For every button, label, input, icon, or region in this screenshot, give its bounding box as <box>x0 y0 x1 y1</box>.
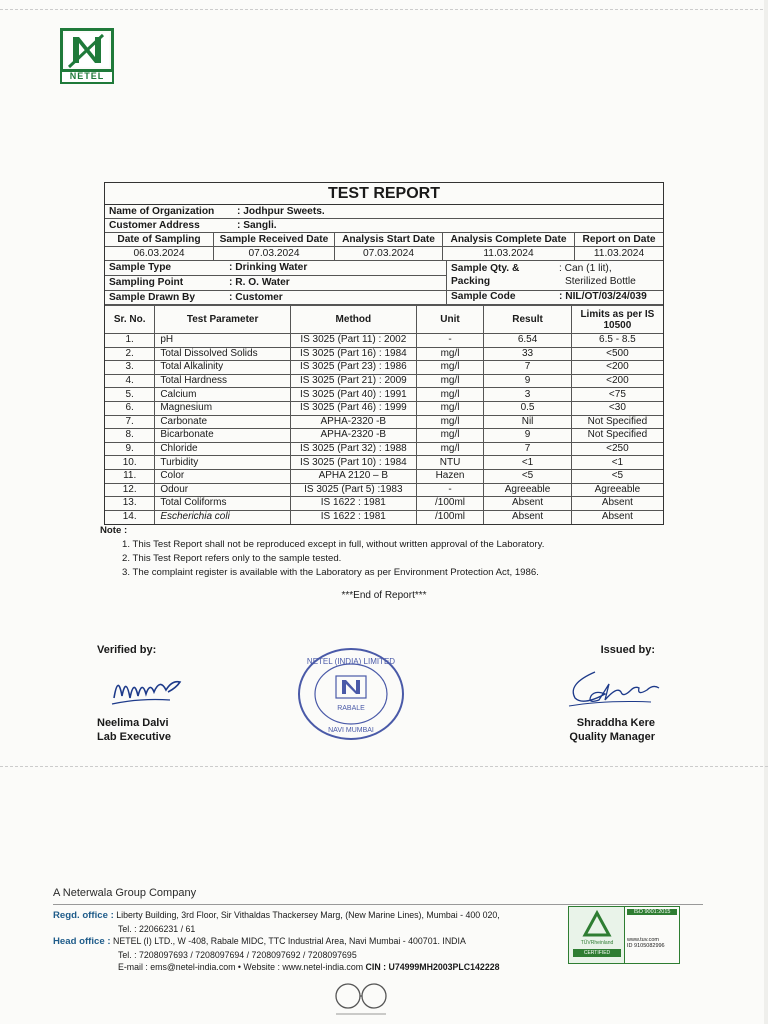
result-cell: Nil <box>484 415 572 429</box>
unit-cell: /100ml <box>416 510 484 524</box>
org-value: : Jodhpur Sweets. <box>237 206 325 217</box>
parameter-cell: Bicarbonate <box>155 429 291 443</box>
n-icon <box>63 31 111 69</box>
certified-tag: CERTIFIED <box>573 949 621 957</box>
test-report <box>104 182 664 525</box>
end-of-report: ***End of Report*** <box>341 590 427 601</box>
issuer-role: Quality Manager <box>569 731 655 743</box>
address-label: Customer Address <box>109 220 200 231</box>
result-cell: <1 <box>484 456 572 470</box>
unit-cell: NTU <box>416 456 484 470</box>
swachh-bharat-logo <box>316 980 406 1020</box>
col-header: Unit <box>416 306 484 334</box>
tuv-logo <box>569 907 625 963</box>
table-body <box>105 334 663 524</box>
date-header: Analysis Start Date <box>335 233 443 246</box>
sr-cell: 2. <box>105 347 155 361</box>
qty-row <box>447 261 663 291</box>
code-label: Sample Code <box>451 291 516 302</box>
drawn-by-label: Sample Drawn By <box>109 292 196 303</box>
method-cell: IS 3025 (Part 16) : 1984 <box>290 347 416 361</box>
regd-label: Regd. office : <box>53 910 114 921</box>
cert-id: ID 9105082996 <box>627 943 665 949</box>
limit-cell: <30 <box>571 401 663 415</box>
verifier-role: Lab Executive <box>97 731 171 743</box>
sr-cell: 3. <box>105 361 155 375</box>
unit-cell: mg/l <box>416 388 484 402</box>
sr-cell: 14. <box>105 510 155 524</box>
limit-cell: <250 <box>571 442 663 456</box>
result-cell: Agreeable <box>484 483 572 497</box>
sr-cell: 5. <box>105 388 155 402</box>
parameter-cell: Escherichia coli <box>155 510 291 524</box>
result-cell: 7 <box>484 442 572 456</box>
parameter-cell: Odour <box>155 483 291 497</box>
result-cell: 9 <box>484 429 572 443</box>
head-tel: Tel. : 7208097693 / 7208097694 / 7208097692 / 7208097695 <box>118 949 357 960</box>
table-row <box>105 401 663 415</box>
sr-cell: 9. <box>105 442 155 456</box>
unit-cell: mg/l <box>416 401 484 415</box>
date-header: Analysis Complete Date <box>443 233 575 246</box>
qty-value-line: : Can (1 lit), <box>559 263 612 274</box>
table-row <box>105 483 663 497</box>
verifier-signature <box>110 668 190 710</box>
method-cell: IS 3025 (Part 23) : 1986 <box>290 361 416 375</box>
cert-details <box>625 907 679 963</box>
head-address: NETEL (I) LTD., W -408, Rabale MIDC, TTC Industrial Area, Navi Mumbai - 400701. INDIA <box>113 936 466 947</box>
sr-cell: 11. <box>105 469 155 483</box>
method-cell: APHA-2320 -B <box>290 415 416 429</box>
address-value: : Sangli. <box>237 220 277 231</box>
method-cell: IS 1622 : 1981 <box>290 497 416 511</box>
parameter-table <box>105 305 663 524</box>
cert-url: www.tuv.com <box>627 937 659 943</box>
head-label: Head office : <box>53 936 111 948</box>
note-item: 3. The complaint register is available with the Laboratory as per Environment Protection Act, 1986. <box>122 567 539 578</box>
org-row <box>105 205 663 219</box>
limit-cell: Absent <box>571 510 663 524</box>
method-cell: IS 3025 (Part 32) : 1988 <box>290 442 416 456</box>
code-value: : NIL/OT/03/24/039 <box>559 291 647 302</box>
table-row <box>105 469 663 483</box>
issuer-name: Shraddha Kere <box>576 717 655 729</box>
date-header: Report on Date <box>582 234 656 245</box>
sample-info-right <box>447 261 663 304</box>
sample-type-label: Sample Type <box>109 262 172 273</box>
limit-cell: Not Specified <box>571 415 663 429</box>
issuer-signature <box>565 666 665 710</box>
sr-cell: 1. <box>105 334 155 348</box>
date-value: 11.03.2024 <box>443 247 575 260</box>
regd-tel: Tel. : 22066231 / 61 <box>118 923 196 934</box>
unit-cell: mg/l <box>416 361 484 375</box>
unit-cell: - <box>416 483 484 497</box>
unit-cell: /100ml <box>416 497 484 511</box>
limit-cell: Absent <box>571 497 663 511</box>
report-title: TEST REPORT <box>105 183 663 205</box>
table-row <box>105 415 663 429</box>
limit-cell: Agreeable <box>571 483 663 497</box>
date-header: Date of Sampling <box>105 233 214 246</box>
drawn-by-value: : Customer <box>229 292 283 303</box>
qty-label-line: Packing <box>451 276 491 287</box>
result-cell: 0.5 <box>484 401 572 415</box>
sampling-point-label: Sampling Point <box>109 277 184 288</box>
code-row <box>447 291 663 304</box>
parameter-cell: Total Alkalinity <box>155 361 291 375</box>
result-cell: Absent <box>484 510 572 524</box>
table-header-row <box>105 306 663 334</box>
table-row <box>105 456 663 470</box>
verified-label: Verified by: <box>97 644 157 656</box>
stamp-top-text: NETEL (INDIA) LIMITED <box>306 657 396 666</box>
netel-logo-mark <box>60 28 114 72</box>
parameter-cell: Total Dissolved Solids <box>155 347 291 361</box>
method-cell: IS 3025 (Part 40) : 1991 <box>290 388 416 402</box>
regd-address: Liberty Building, 3rd Floor, Sir Vithaldas Thackersey Marg, (New Marine Lines), Mumbai - 400 020, <box>116 910 500 920</box>
sr-cell: 8. <box>105 429 155 443</box>
table-row <box>105 347 663 361</box>
method-cell: IS 3025 (Part 11) : 2002 <box>290 334 416 348</box>
table-row <box>105 361 663 375</box>
table-row <box>105 374 663 388</box>
result-cell: 3 <box>484 388 572 402</box>
issued-label: Issued by: <box>600 644 655 656</box>
table-row <box>105 442 663 456</box>
parameter-cell: Magnesium <box>155 401 291 415</box>
verifier-name: Neelima Dalvi <box>97 717 169 729</box>
parameter-cell: Carbonate <box>155 415 291 429</box>
unit-cell: mg/l <box>416 415 484 429</box>
date-header: Sample Received Date <box>214 233 335 246</box>
method-cell: APHA 2120 – B <box>290 469 416 483</box>
limit-cell: <5 <box>571 469 663 483</box>
netel-logo <box>60 28 114 84</box>
sample-type-row <box>105 261 446 276</box>
unit-cell: mg/l <box>416 347 484 361</box>
table-row <box>105 497 663 511</box>
tuv-text: TÜVRheinland <box>580 940 614 946</box>
parameter-cell: Total Hardness <box>155 374 291 388</box>
page-edge <box>764 0 768 1024</box>
notes-heading: Note : <box>100 525 128 536</box>
col-header: Sr. No. <box>105 306 155 334</box>
date-value: 07.03.2024 <box>335 247 443 260</box>
notes <box>100 524 544 580</box>
unit-cell: mg/l <box>416 374 484 388</box>
sampling-point-value: : R. O. Water <box>229 277 290 288</box>
col-header: Method <box>290 306 416 334</box>
unit-cell: Hazen <box>416 469 484 483</box>
result-cell: 6.54 <box>484 334 572 348</box>
parameter-cell: pH <box>155 334 291 348</box>
qty-label <box>447 262 555 290</box>
date-value: 07.03.2024 <box>214 247 335 260</box>
logo-text: NETEL <box>60 72 114 84</box>
date-value: 11.03.2024 <box>593 248 645 259</box>
date-value: 06.03.2024 <box>105 247 214 260</box>
qty-label-line: Sample Qty. & <box>451 263 520 274</box>
unit-cell: - <box>416 334 484 348</box>
cin: CIN : U74999MH2003PLC142228 <box>365 962 500 973</box>
table-row <box>105 388 663 402</box>
method-cell: IS 1622 : 1981 <box>290 510 416 524</box>
unit-cell: mg/l <box>416 429 484 443</box>
unit-cell: mg/l <box>416 442 484 456</box>
limit-cell: Not Specified <box>571 429 663 443</box>
iso-label: ISO 9001:2015 <box>627 909 677 915</box>
result-cell: 9 <box>484 374 572 388</box>
method-cell: IS 3025 (Part 21) : 2009 <box>290 374 416 388</box>
result-cell: <5 <box>484 469 572 483</box>
limit-cell: <200 <box>571 361 663 375</box>
limit-cell: <75 <box>571 388 663 402</box>
parameter-cell: Calcium <box>155 388 291 402</box>
sr-cell: 6. <box>105 401 155 415</box>
method-cell: IS 3025 (Part 46) : 1999 <box>290 401 416 415</box>
table-row <box>105 429 663 443</box>
sr-cell: 7. <box>105 415 155 429</box>
result-cell: 33 <box>484 347 572 361</box>
dates-value-row <box>105 247 663 261</box>
sr-cell: 4. <box>105 374 155 388</box>
table-row <box>105 334 663 348</box>
parameter-cell: Color <box>155 469 291 483</box>
method-cell: IS 3025 (Part 10) : 1984 <box>290 456 416 470</box>
company-stamp <box>296 646 406 742</box>
sr-cell: 10. <box>105 456 155 470</box>
stamp-bottom-text: NAVI MUMBAI <box>328 727 374 734</box>
method-cell: APHA-2320 -B <box>290 429 416 443</box>
limit-cell: <500 <box>571 347 663 361</box>
col-header: Test Parameter <box>155 306 291 334</box>
dates-header-row <box>105 233 663 247</box>
group-company: A Neterwala Group Company <box>53 887 197 899</box>
result-cell: 7 <box>484 361 572 375</box>
limit-cell: 6.5 - 8.5 <box>571 334 663 348</box>
note-item: 1. This Test Report shall not be reproduced except in full, without written approval of the Laboratory. <box>122 539 545 550</box>
sample-info <box>105 261 663 305</box>
parameter-cell: Total Coliforms <box>155 497 291 511</box>
page-divider <box>0 766 768 767</box>
email-website: E-mail : ems@netel-india.com • Website : www.netel-india.com <box>118 962 364 973</box>
parameter-cell: Chloride <box>155 442 291 456</box>
table-row <box>105 510 663 524</box>
org-label: Name of Organization <box>109 206 215 217</box>
parameter-cell: Turbidity <box>155 456 291 470</box>
sampling-point-row <box>105 276 446 291</box>
tuv-triangle-icon <box>569 907 625 947</box>
sr-cell: 12. <box>105 483 155 497</box>
top-strip <box>0 0 768 10</box>
qty-value-line: Sterilized Bottle <box>565 276 636 287</box>
qty-value <box>555 262 640 290</box>
iso-certificate-badge <box>568 906 680 964</box>
limit-cell: <1 <box>571 456 663 470</box>
sample-type-value: : Drinking Water <box>229 262 308 273</box>
sample-info-left <box>105 261 447 304</box>
stamp-center-text: RABALE <box>337 705 365 712</box>
col-header: Limits as per IS 10500 <box>571 306 663 334</box>
note-item: 2. This Test Report refers only to the sample tested. <box>122 553 342 564</box>
col-header: Result <box>484 306 572 334</box>
address-row <box>105 219 663 233</box>
result-cell: Absent <box>484 497 572 511</box>
limit-cell: <200 <box>571 374 663 388</box>
drawn-by-row <box>105 291 446 305</box>
method-cell: IS 3025 (Part 5) :1983 <box>290 483 416 497</box>
sr-cell: 13. <box>105 497 155 511</box>
